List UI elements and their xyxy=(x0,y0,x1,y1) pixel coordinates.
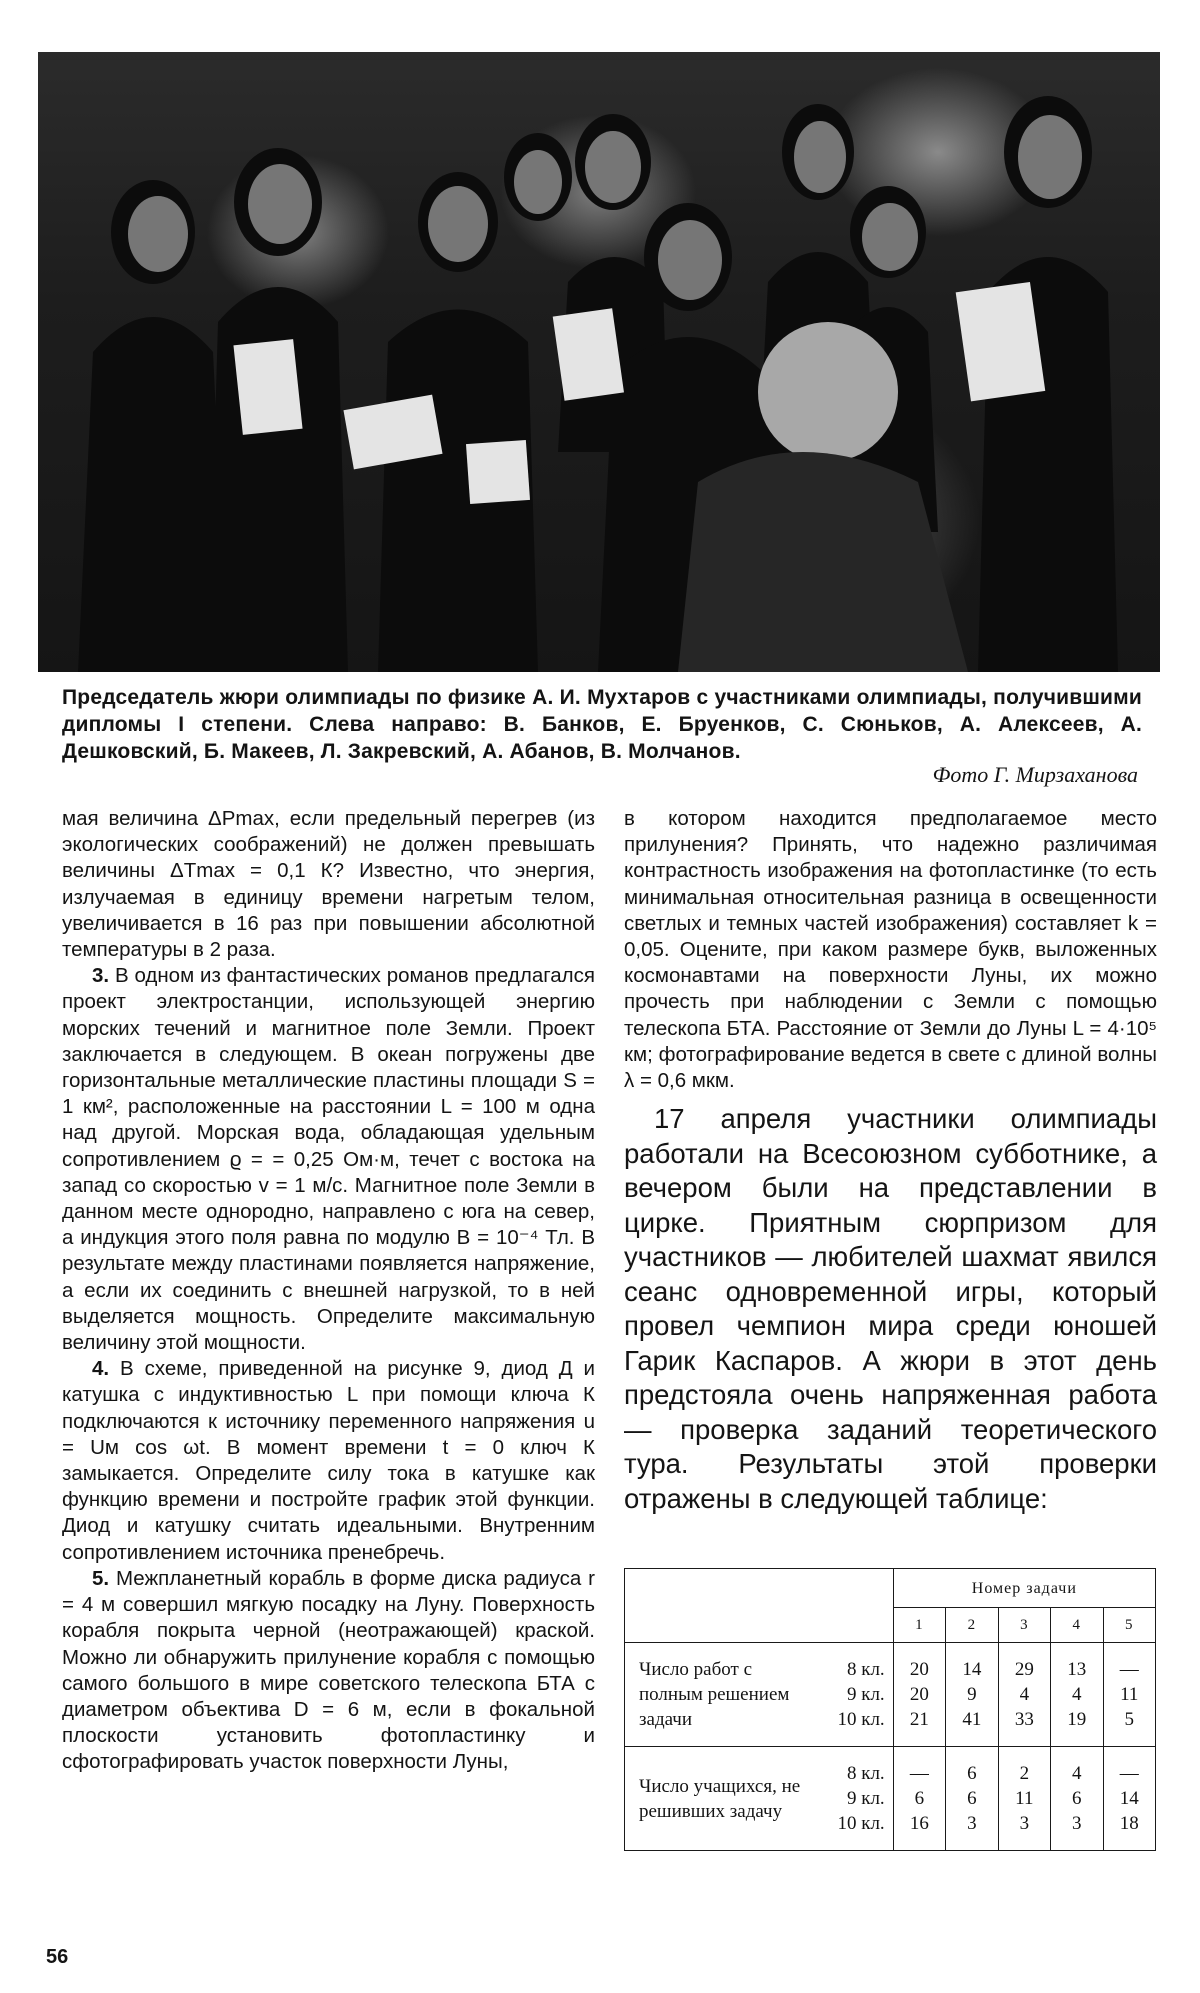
class-9: 9 кл. xyxy=(846,1684,885,1705)
task-number-4: 4 xyxy=(1051,1608,1103,1643)
table-cell: 14 9 41 xyxy=(946,1643,998,1747)
right-column xyxy=(624,806,1157,1516)
table-cell: — 11 5 xyxy=(1103,1643,1156,1747)
task-number-2: 2 xyxy=(946,1608,998,1643)
class-10: 10 кл. xyxy=(837,1709,885,1730)
class-10: 10 кл. xyxy=(837,1813,885,1834)
problem-3-number: 3. xyxy=(92,964,110,988)
olympiad-news-paragraph xyxy=(624,1102,1157,1516)
photo-silhouettes xyxy=(38,52,1160,672)
row-label-solved: Число работ с полным решением задачи xyxy=(625,1643,805,1747)
task-number-5: 5 xyxy=(1103,1608,1156,1643)
photo-credit: Фото Г. Мирзаханова xyxy=(932,762,1138,787)
right-paragraph-continued: в котором находится предполагаемое место прилунения? Принять, что надежно различимая контрастность изображения на фотопластинке (то есть минимальная относительная разница в освещенности светлых и темных частей изображения) составляет k = 0,05. Оцените, при каком размере букв, выложенных космонавтами на поверхности Луны, их можно прочесть при наблюдении с Земли с помощью телескопа БТА. Расстояние от Земли до Луны L = 4·10⁵ км; фотографирование ведется в свете с длиной волны λ = 0,6 мкм. xyxy=(624,807,1157,1093)
problem-4 xyxy=(62,1356,595,1566)
row-label-unsolved: Число учащихся, не решивших задачу xyxy=(625,1747,805,1851)
table-cell: 4 6 3 xyxy=(1051,1747,1103,1851)
table-header: Номер задачи xyxy=(893,1569,1155,1608)
page-number: 56 xyxy=(46,1946,69,1968)
left-paragraph-continued: мая величина ΔPmax, если предельный перегрев (из экологических соображений) не должен превышать величины ΔTmax = 0,1 К? Известно, что энергия, излучаемая в единицу времени нагретым телом, увеличивается в 16 раз при повышении абсолютной температуры в 2 раза. xyxy=(62,807,595,962)
table-cell: 20 20 21 xyxy=(893,1643,945,1747)
problem-5 xyxy=(62,1566,595,1776)
table-cell: 29 4 33 xyxy=(998,1643,1050,1747)
table-cell: 2 11 3 xyxy=(998,1747,1050,1851)
results-table xyxy=(624,1568,1156,1851)
problem-4-text: В схеме, приведенной на рисунке 9, диод Д и катушка с индуктивностью L при помощи ключа К подключаются к источнику переменного напряжения u = Uм cos ωt. В момент времени t = 0 ключ К замыкается. Определите силу тока в катушке как функцию времени и постройте график этой функции. Диод и катушку считать идеальными. Внутренним сопротивлением источника пренебречь. xyxy=(62,1357,595,1564)
left-column xyxy=(62,806,595,1776)
class-8: 8 кл. xyxy=(846,1763,885,1784)
table-cell: 6 6 3 xyxy=(946,1747,998,1851)
task-number-3: 3 xyxy=(998,1608,1050,1643)
task-number-1: 1 xyxy=(893,1608,945,1643)
olympiad-news-text: 17 апреля участники олимпиады работали на Всесоюзном субботнике, а вечером были на представлении в цирке. Приятным сюрпризом для участников — любителей шахмат явился сеанс одновременной игры, который провел чемпион мира среди юношей Гарик Каспаров. А жюри в этот день предстояла очень напряженная работа — проверка заданий теоретического тура. Результаты этой проверки отражены в следующей таблице: xyxy=(624,1103,1157,1514)
class-labels xyxy=(805,1747,893,1851)
table-cell: 13 4 19 xyxy=(1051,1643,1103,1747)
class-8: 8 кл. xyxy=(846,1659,885,1680)
table-cell: — 6 16 xyxy=(893,1747,945,1851)
problem-4-number: 4. xyxy=(92,1357,110,1381)
problem-3 xyxy=(62,963,595,1356)
problem-5-text: Межпланетный корабль в форме диска радиуса r = 4 м совершил мягкую посадку на Луну. Поверхность корабля покрыта черной (неотражающей) краской. Можно ли обнаружить прилунение корабля с помощью самого большого в мире советского телескопа БТА с диаметром объектива D = 6 м, если в фокальной плоскости установить фотопластинку и сфотографировать участок поверхности Луны, xyxy=(62,1566,595,1774)
class-9: 9 кл. xyxy=(846,1788,885,1809)
table-cell: — 14 18 xyxy=(1103,1747,1156,1851)
photo-caption: Председатель жюри олимпиады по физике А. И. Мухтаров с участниками олимпиады, получившими дипломы I степени. Слева направо: В. Банков, Е. Бруенков, С. Сюньков, А. Алексеев, А. Дешковский, Б. Макеев, Л. Закревский, А. Абанов, В. Молчанов. xyxy=(62,686,1142,763)
problem-5-number: 5. xyxy=(92,1566,110,1590)
jury-photo xyxy=(38,52,1160,672)
table-row xyxy=(625,1747,1156,1851)
table-corner-cell xyxy=(625,1569,894,1643)
problem-3-text: В одном из фантастических романов предлагался проект электростанции, использующей энергию морских течений и магнитное поле Земли. Проект заключается в следующем. В океан погружены две горизонтальные металлические пластины площади S = 1 км², расположенные на расстоянии L = 100 м одна над другой. Морская вода, обладающая удельным сопротивлением ϱ = = 0,25 Ом·м, течет с востока на запад со скоростью v = 1 м/с. Магнитное поле Земли в данном месте однородно, направлено с юга на север, а индукция этого поля равна по модулю B = 10⁻⁴ Тл. В результате между пластинами появляется напряжение, а если их соединить с внешней нагрузкой, то в ней выделяется мощность. Определите максимальную величину этой мощности. xyxy=(62,964,595,1355)
table-row xyxy=(625,1643,1156,1747)
class-labels xyxy=(805,1643,893,1747)
